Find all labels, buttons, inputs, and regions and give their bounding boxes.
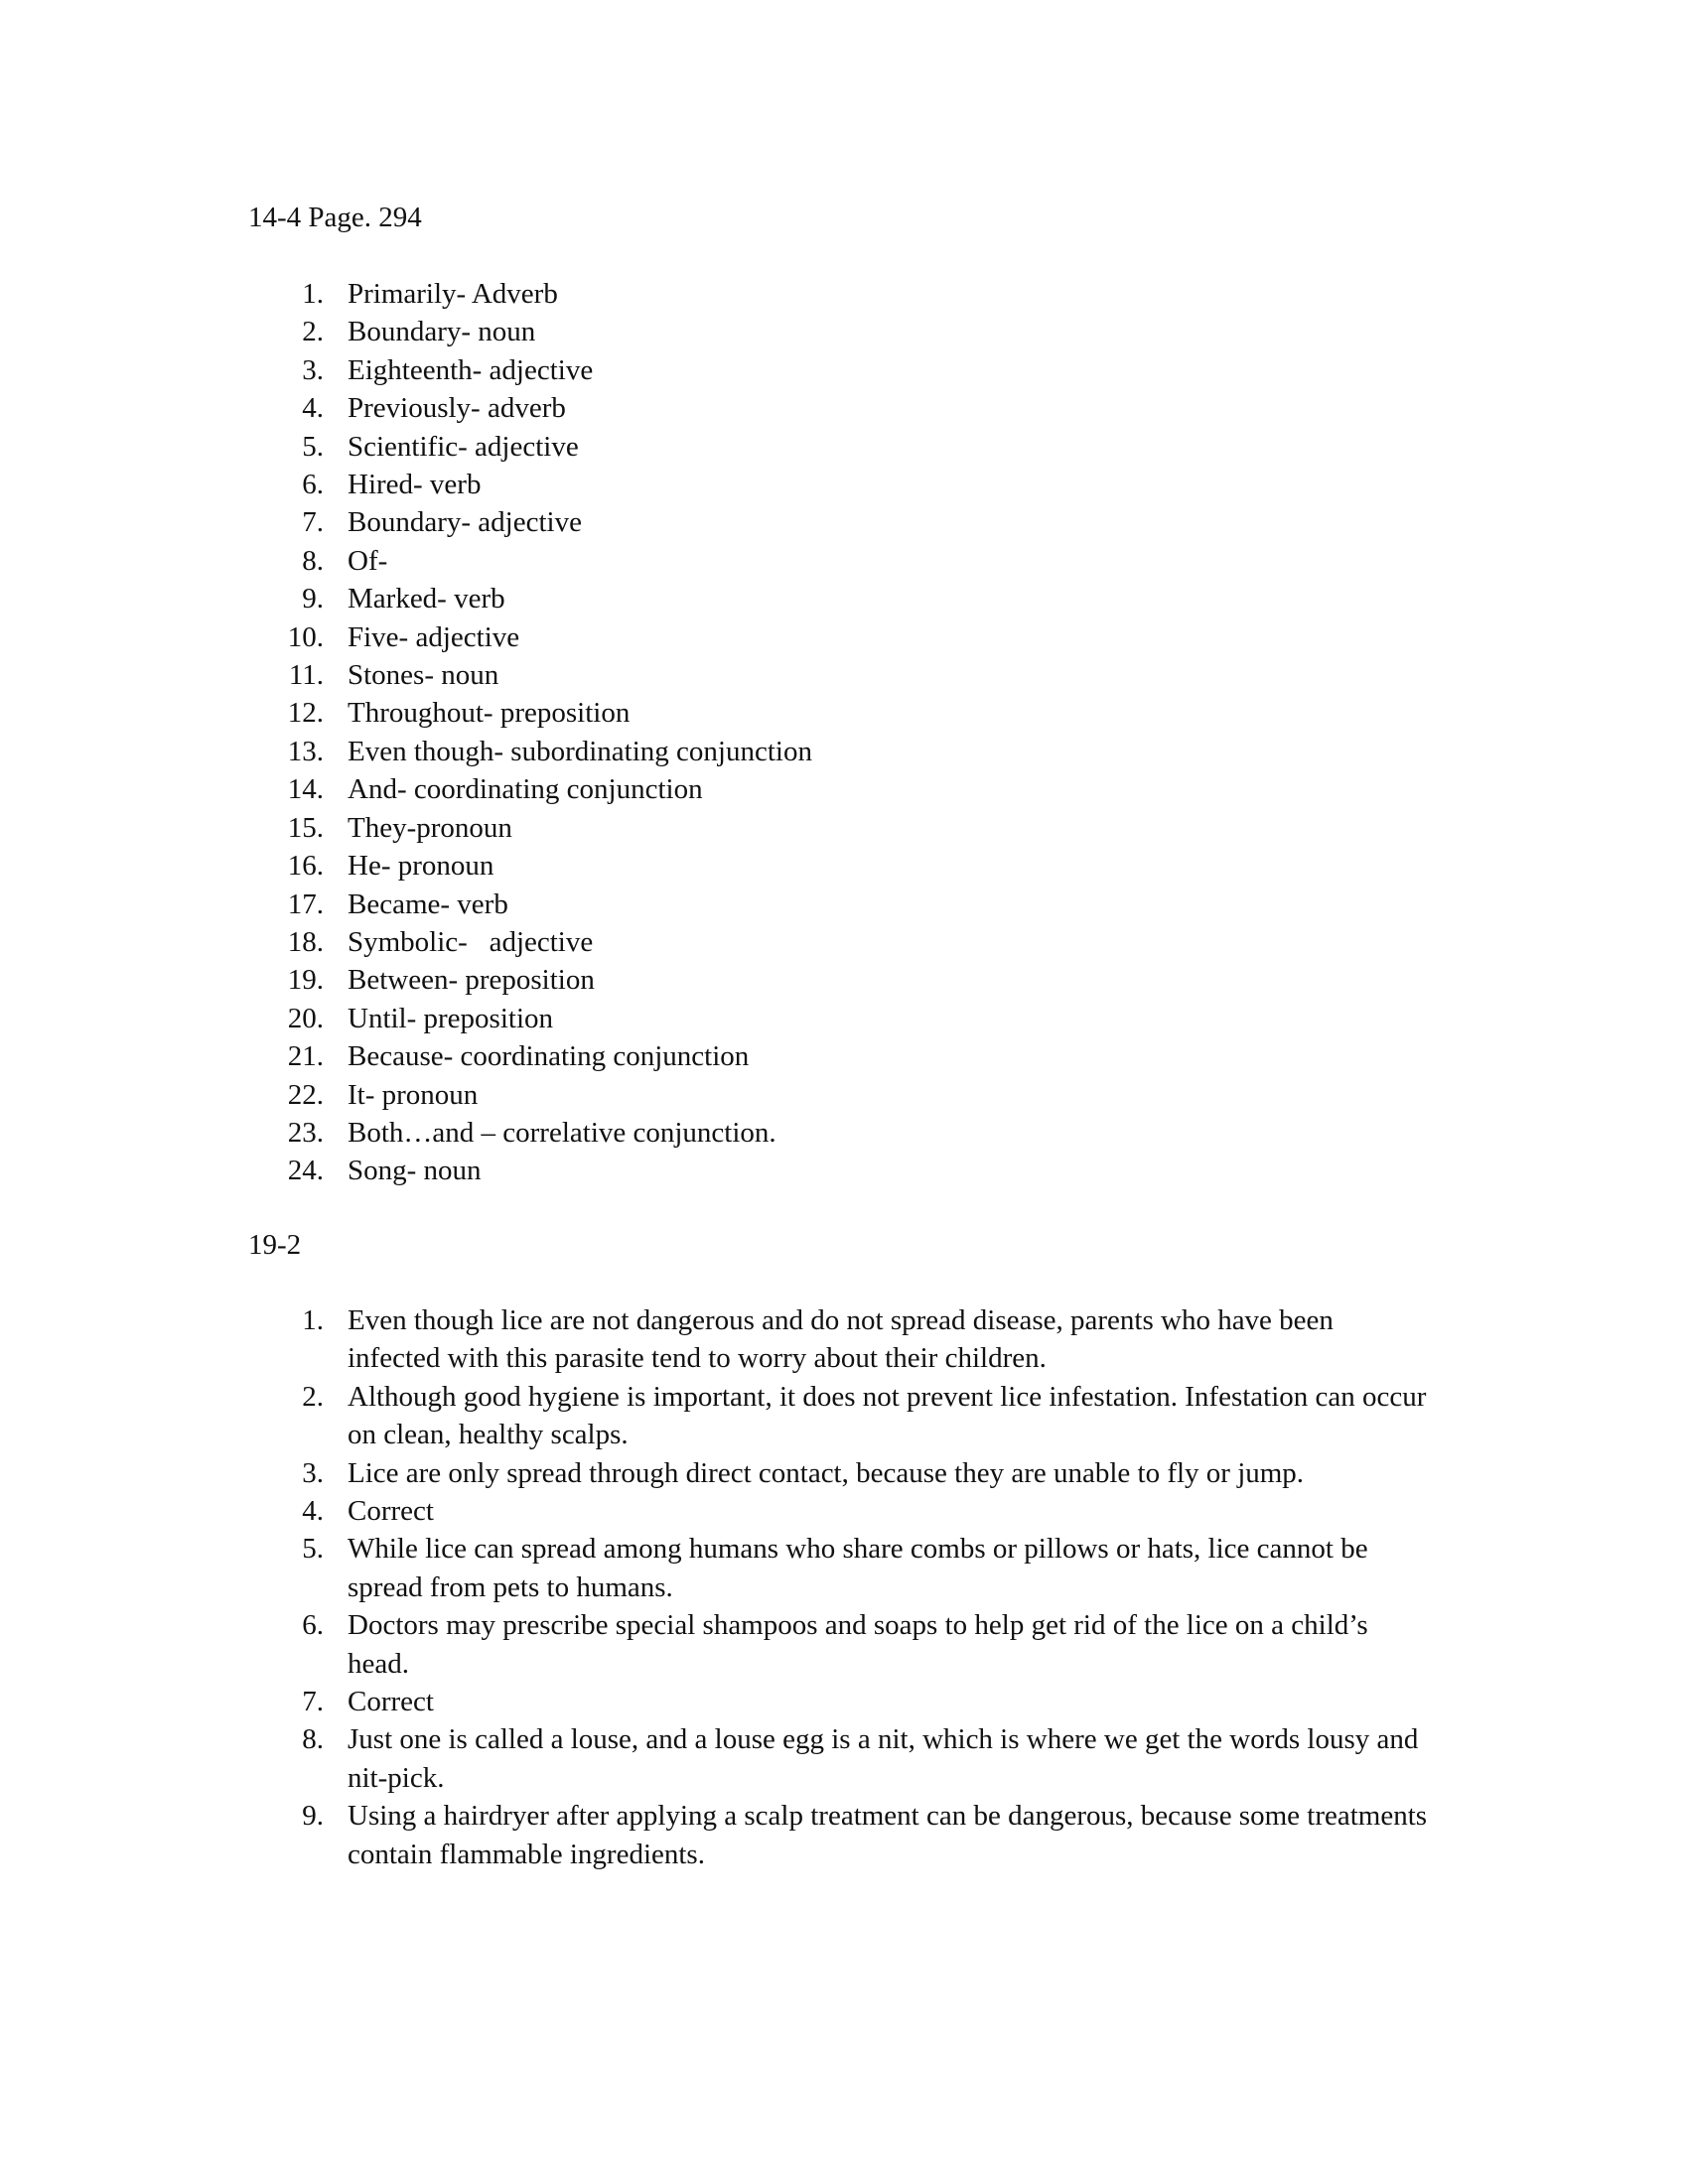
list-item bbox=[0, 809, 1489, 847]
list-item-number: 6. bbox=[302, 1609, 324, 1642]
list-item-number: 8. bbox=[302, 1723, 324, 1756]
answer-list-14-4 bbox=[0, 275, 1489, 1190]
section-heading-14-4: 14-4 Page. 294 bbox=[248, 202, 422, 233]
list-item-number: 2. bbox=[302, 1380, 324, 1413]
list-item-text: They-pronoun bbox=[348, 811, 512, 844]
list-item-text: Previously- adverb bbox=[348, 392, 566, 425]
list-item bbox=[0, 961, 1489, 999]
list-item-number: 1. bbox=[302, 1304, 324, 1336]
list-item-text: Song- noun bbox=[348, 1155, 482, 1187]
list-item-text: Correct bbox=[348, 1686, 434, 1718]
list-item-number: 2. bbox=[302, 316, 324, 348]
list-item bbox=[0, 351, 1489, 389]
section-heading-19-2: 19-2 bbox=[248, 1229, 302, 1261]
list-item-text: Stones- noun bbox=[348, 659, 499, 692]
list-item bbox=[0, 428, 1489, 466]
list-item-number: 13. bbox=[287, 735, 324, 767]
list-item bbox=[0, 313, 1489, 350]
list-item bbox=[0, 1720, 1430, 1797]
list-item-number: 22. bbox=[287, 1078, 324, 1111]
list-item-number: 3. bbox=[302, 353, 324, 386]
list-item bbox=[0, 1301, 1430, 1378]
list-item-text: Because- coordinating conjunction bbox=[348, 1040, 750, 1073]
list-item bbox=[0, 1606, 1430, 1683]
list-item-text: Eighteenth- adjective bbox=[348, 353, 594, 386]
list-item-number: 7. bbox=[302, 1686, 324, 1718]
list-item bbox=[0, 1797, 1430, 1873]
list-item bbox=[0, 466, 1489, 503]
list-item-text: Until- preposition bbox=[348, 1002, 554, 1034]
list-item-number: 4. bbox=[302, 392, 324, 425]
list-item-text: Boundary- noun bbox=[348, 316, 536, 348]
list-item-text: Hired- verb bbox=[348, 469, 482, 501]
list-item bbox=[0, 923, 1489, 961]
list-item-number: 5. bbox=[302, 430, 324, 463]
list-item-number: 3. bbox=[302, 1456, 324, 1489]
list-item-number: 23. bbox=[287, 1116, 324, 1149]
list-item-number: 19. bbox=[287, 964, 324, 997]
list-item-text: He- pronoun bbox=[348, 850, 494, 883]
list-item bbox=[0, 1037, 1489, 1075]
list-item-number: 9. bbox=[302, 583, 324, 615]
list-item bbox=[0, 580, 1489, 617]
list-item-number: 7. bbox=[302, 506, 324, 539]
list-item-text: Boundary- adjective bbox=[348, 506, 582, 539]
list-item-number: 12. bbox=[287, 697, 324, 730]
list-item bbox=[0, 618, 1489, 656]
list-item bbox=[0, 1152, 1489, 1189]
list-item-text: Both…and – correlative conjunction. bbox=[348, 1116, 776, 1149]
list-item-text: Symbolic- adjective bbox=[348, 925, 594, 958]
list-item bbox=[0, 389, 1489, 427]
list-item-text: Of- bbox=[348, 544, 388, 577]
list-item bbox=[0, 1000, 1489, 1037]
list-item-text: Using a hairdryer after applying a scalp treatment can be dangerous, because some treatments contain flammable ingredients. bbox=[348, 1800, 1428, 1870]
list-item bbox=[0, 770, 1489, 808]
list-item-text: Five- adjective bbox=[348, 620, 520, 653]
list-item bbox=[0, 503, 1489, 541]
list-item-text: And- coordinating conjunction bbox=[348, 773, 703, 806]
list-item-number: 4. bbox=[302, 1495, 324, 1528]
list-item-number: 9. bbox=[302, 1800, 324, 1833]
list-item-text: Lice are only spread through direct contact, because they are unable to fly or jump. bbox=[348, 1456, 1305, 1489]
list-item-number: 24. bbox=[287, 1155, 324, 1187]
list-item-text: While lice can spread among humans who share combs or pillows or hats, lice cannot be spread from pets to humans. bbox=[348, 1533, 1368, 1603]
list-item-text: Throughout- preposition bbox=[348, 697, 631, 730]
list-item-number: 6. bbox=[302, 469, 324, 501]
list-item-number: 17. bbox=[287, 887, 324, 920]
list-item-number: 11. bbox=[288, 659, 324, 692]
list-item bbox=[0, 1530, 1430, 1606]
list-item bbox=[0, 542, 1489, 580]
list-item-number: 20. bbox=[287, 1002, 324, 1034]
list-item bbox=[0, 1683, 1430, 1720]
list-item bbox=[0, 886, 1489, 923]
list-item bbox=[0, 1492, 1430, 1530]
list-item bbox=[0, 1454, 1430, 1492]
list-item bbox=[0, 847, 1489, 885]
list-item-number: 21. bbox=[287, 1040, 324, 1073]
list-item-text: Between- preposition bbox=[348, 964, 595, 997]
list-item bbox=[0, 275, 1489, 313]
list-item-number: 8. bbox=[302, 544, 324, 577]
list-item-number: 14. bbox=[287, 773, 324, 806]
list-item-number: 5. bbox=[302, 1533, 324, 1566]
list-item-number: 1. bbox=[302, 278, 324, 310]
list-item bbox=[0, 656, 1489, 694]
list-item-number: 10. bbox=[287, 620, 324, 653]
list-item bbox=[0, 694, 1489, 732]
list-item-number: 16. bbox=[287, 850, 324, 883]
list-item-text: Scientific- adjective bbox=[348, 430, 579, 463]
list-item-text: Even though- subordinating conjunction bbox=[348, 735, 812, 767]
answer-list-19-2 bbox=[0, 1301, 1489, 1873]
list-item-text: Although good hygiene is important, it does not prevent lice infestation. Infestation can occur on clean, healthy scalps. bbox=[348, 1380, 1427, 1451]
list-item-text: Doctors may prescribe special shampoos and soaps to help get rid of the lice on a child’s head. bbox=[348, 1609, 1368, 1680]
list-item-text: Even though lice are not dangerous and do not spread disease, parents who have been infected with this parasite tend to worry about their children. bbox=[348, 1304, 1334, 1375]
list-item-text: Primarily- Adverb bbox=[348, 278, 558, 310]
list-item bbox=[0, 1114, 1489, 1152]
list-item-number: 15. bbox=[287, 811, 324, 844]
list-item bbox=[0, 1378, 1430, 1454]
list-item-text: Correct bbox=[348, 1495, 434, 1528]
list-item-number: 18. bbox=[287, 925, 324, 958]
list-item bbox=[0, 1076, 1489, 1114]
list-item bbox=[0, 733, 1489, 770]
list-item-text: Marked- verb bbox=[348, 583, 505, 615]
list-item-text: Just one is called a louse, and a louse egg is a nit, which is where we get the words lousy and nit-pick. bbox=[348, 1723, 1419, 1794]
list-item-text: Became- verb bbox=[348, 887, 508, 920]
list-item-text: It- pronoun bbox=[348, 1078, 479, 1111]
